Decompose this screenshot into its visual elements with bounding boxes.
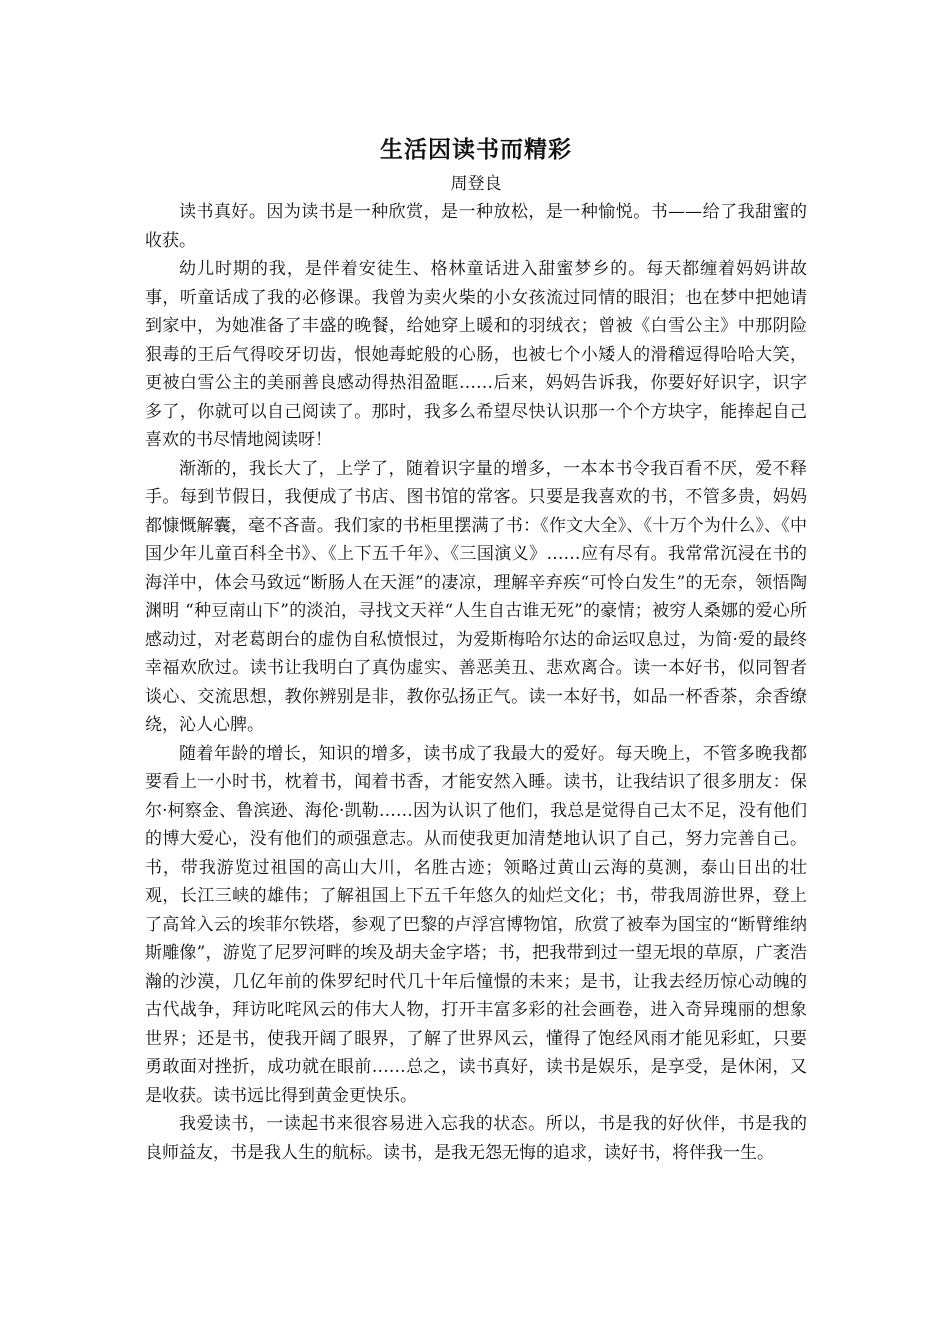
paragraph-4: 随着年龄的增长，知识的增多，读书成了我最大的爱好。每天晚上，不管多晚我都要看上一小时书，枕着书，闻着书香，才能安然入睡。读书，让我结识了很多朋友：保尔·柯察金、鲁滨逊、海伦·凯勒……因为认识了他们，我总是觉得自己太不足，没有他们的博大爱心，没有他们的顽强意志。从而使我更加清楚地认识了自己，努力完善自己。书，带我游览过祖国的高山大川，名胜古迹；领略过黄山云海的莫测，泰山日出的壮观，长江三峡的雄伟；了解祖国上下五千年悠久的灿烂文化；书，带我周游世界，登上了高耸入云的埃菲尔铁塔，参观了巴黎的卢浮宫博物馆，欣赏了被奉为国宝的“断臂维纳斯雕像”，游览了尼罗河畔的埃及胡夫金字塔；书，把我带到过一望无垠的草原，广袤浩瀚的沙漠，几亿年前的侏罗纪时代几十年后憧憬的未来；是书，让我去经历惊心动魄的古代战争，拜访叱咤风云的伟大人物，打开丰富多彩的社会画卷，进入奇异瑰丽的想象世界；还是书，使我开阔了眼界，了解了世界风云，懂得了饱经风雨才能见彩虹，只要勇敢面对挫折，成功就在眼前……总之，读书真好，读书是娱乐，是享受，是休闲，又是收获。读书远比得到黄金更快乐。 [145,743,807,1106]
paragraph-2: 幼儿时期的我，是伴着安徒生、格林童话进入甜蜜梦乡的。每天都缠着妈妈讲故事，听童话成了我的必修课。我曾为卖火柴的小女孩流过同情的眼泪；也在梦中把她请到家中，为她准备了丰盛的晚餐，给她穿上暖和的羽绒衣；曾被《白雪公主》中那阴险狠毒的王后气得咬牙切齿，恨她毒蛇般的心肠，也被七个小矮人的滑稽逗得哈哈大笑，更被白雪公主的美丽善良感动得热泪盈眶……后来，妈妈告诉我，你要好好识字，识字多了，你就可以自己阅读了。那时，我多么希望尽快认识那一个个方块字，能捧起自己喜欢的书尽情地阅读呀！ [145,259,807,450]
article-author: 周登良 [450,174,502,194]
article [145,130,807,1167]
paragraph-5: 我爱读书，一读起书来很容易进入忘我的状态。所以，书是我的好伙伴，书是我的良师益友，书是我人生的航标。读书，是我无怨无悔的追求，读好书，将伴我一生。 [145,1114,807,1163]
article-title: 生活因读书而精彩 [380,137,572,163]
paragraph-1: 读书真好。因为读书是一种欣赏，是一种放松，是一种愉悦。书——给了我甜蜜的收获。 [145,202,807,251]
paragraph-3: 渐渐的，我长大了，上学了，随着识字量的增多，一本本书令我百看不厌，爱不释手。每到节假日，我便成了书店、图书馆的常客。只要是我喜欢的书，不管多贵，妈妈都慷慨解囊，毫不吝啬。我们家的书柜里摆满了书：《作文大全》、《十万个为什么》、《中国少年儿童百科全书》、《上下五千年》、《三国演义》……应有尽有。我常常沉浸在书的海洋中，体会马致远“断肠人在天涯”的凄凉，理解辛弃疾“可怜白发生”的无奈，领悟陶渊明 “种豆南山下”的淡泊，寻找文天祥“人生自古谁无死”的豪情；被穷人桑娜的爱心所感动过，对老葛朗台的虚伪自私愤恨过，为爱斯梅哈尔达的命运叹息过，为简·爱的最终幸福欢欣过。读书让我明白了真伪虚实、善恶美丑、悲欢离合。读一本好书，似同智者谈心、交流思想，教你辨别是非，教你弘扬正气。读一本好书，如品一杯香茶，余香缭绕，沁人心脾。 [145,458,807,735]
